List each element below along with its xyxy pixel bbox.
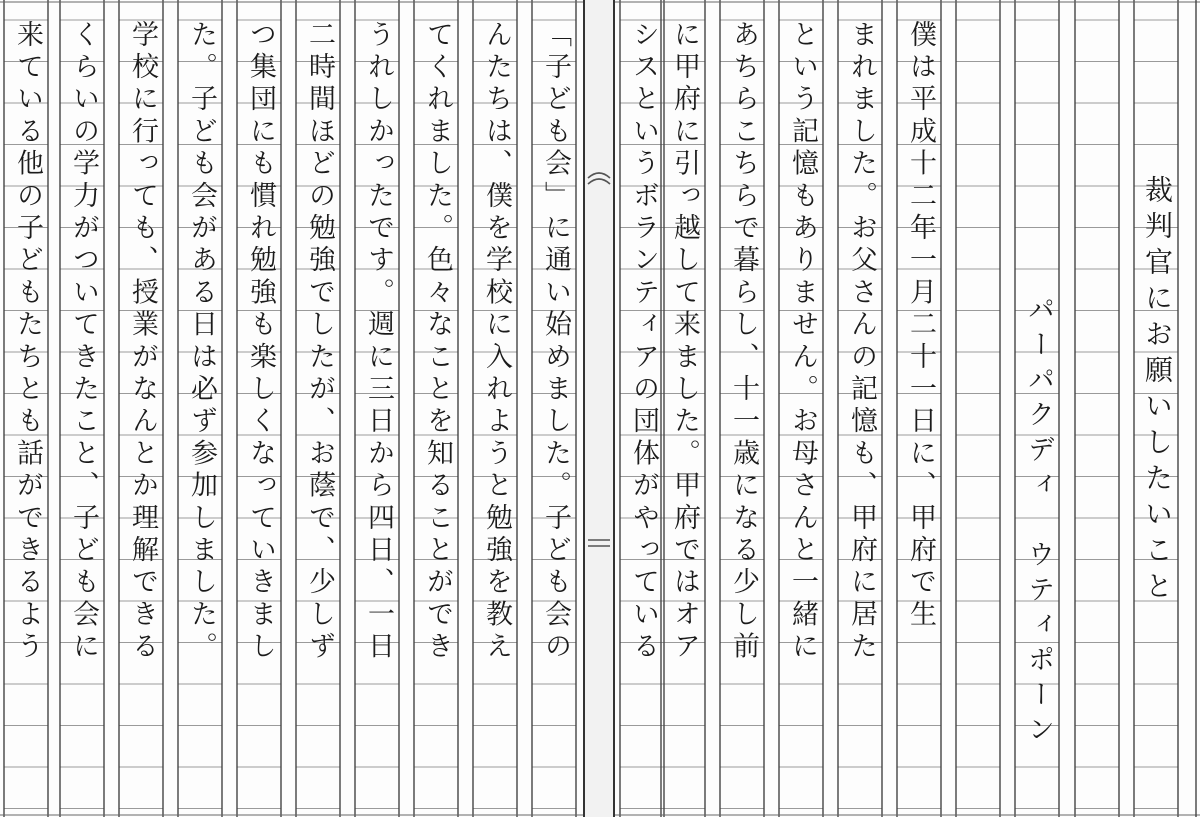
text-line: んたちは、僕を学校に入れようと勉強を教え bbox=[481, 20, 512, 665]
text-line: 僕は平成十二年一月二十一日に、甲府で生 bbox=[905, 20, 936, 632]
text-line: まれました。お父さんの記憶も、甲府に居た bbox=[846, 20, 877, 664]
text-line: うれしかったです。週に三日から四日、一日 bbox=[363, 20, 394, 664]
text-line: に甲府に引っ越して来ました。甲府ではオア bbox=[669, 20, 700, 664]
essay-title: 裁判官にお願いしたいこと bbox=[1141, 175, 1174, 607]
text-line: 二時間ほどの勉強でしたが、お蔭で、少しず bbox=[304, 20, 335, 664]
text-line: という記憶もありません。お母さんと一緒に bbox=[787, 20, 818, 664]
author-name: パーパクディ ウティポーン bbox=[1023, 295, 1054, 750]
text-line: 「子ども会」に通い始めました。子ども会の bbox=[540, 20, 571, 664]
text-line: てくれました。色々なことを知ることができ bbox=[422, 20, 453, 664]
text-line: 学校に行っても、授業がなんとか理解できる bbox=[127, 20, 158, 664]
text-line: くらいの学力がついてきたこと、子ども会に bbox=[68, 20, 99, 664]
text-line: た。子ども会がある日は必ず参加しました。 bbox=[186, 20, 217, 664]
text-line: 来ている他の子どもたちとも話ができるよう bbox=[12, 20, 43, 664]
text-line: シスというボランティアの団体がやっている bbox=[628, 20, 659, 664]
center-fold bbox=[584, 0, 614, 817]
fold-strip bbox=[584, 0, 614, 817]
text-line: あちらこちらで暮らし、十一歳になる少し前 bbox=[728, 20, 759, 664]
text-line: つ集団にも慣れ勉強も楽しくなっていきまし bbox=[245, 20, 276, 664]
